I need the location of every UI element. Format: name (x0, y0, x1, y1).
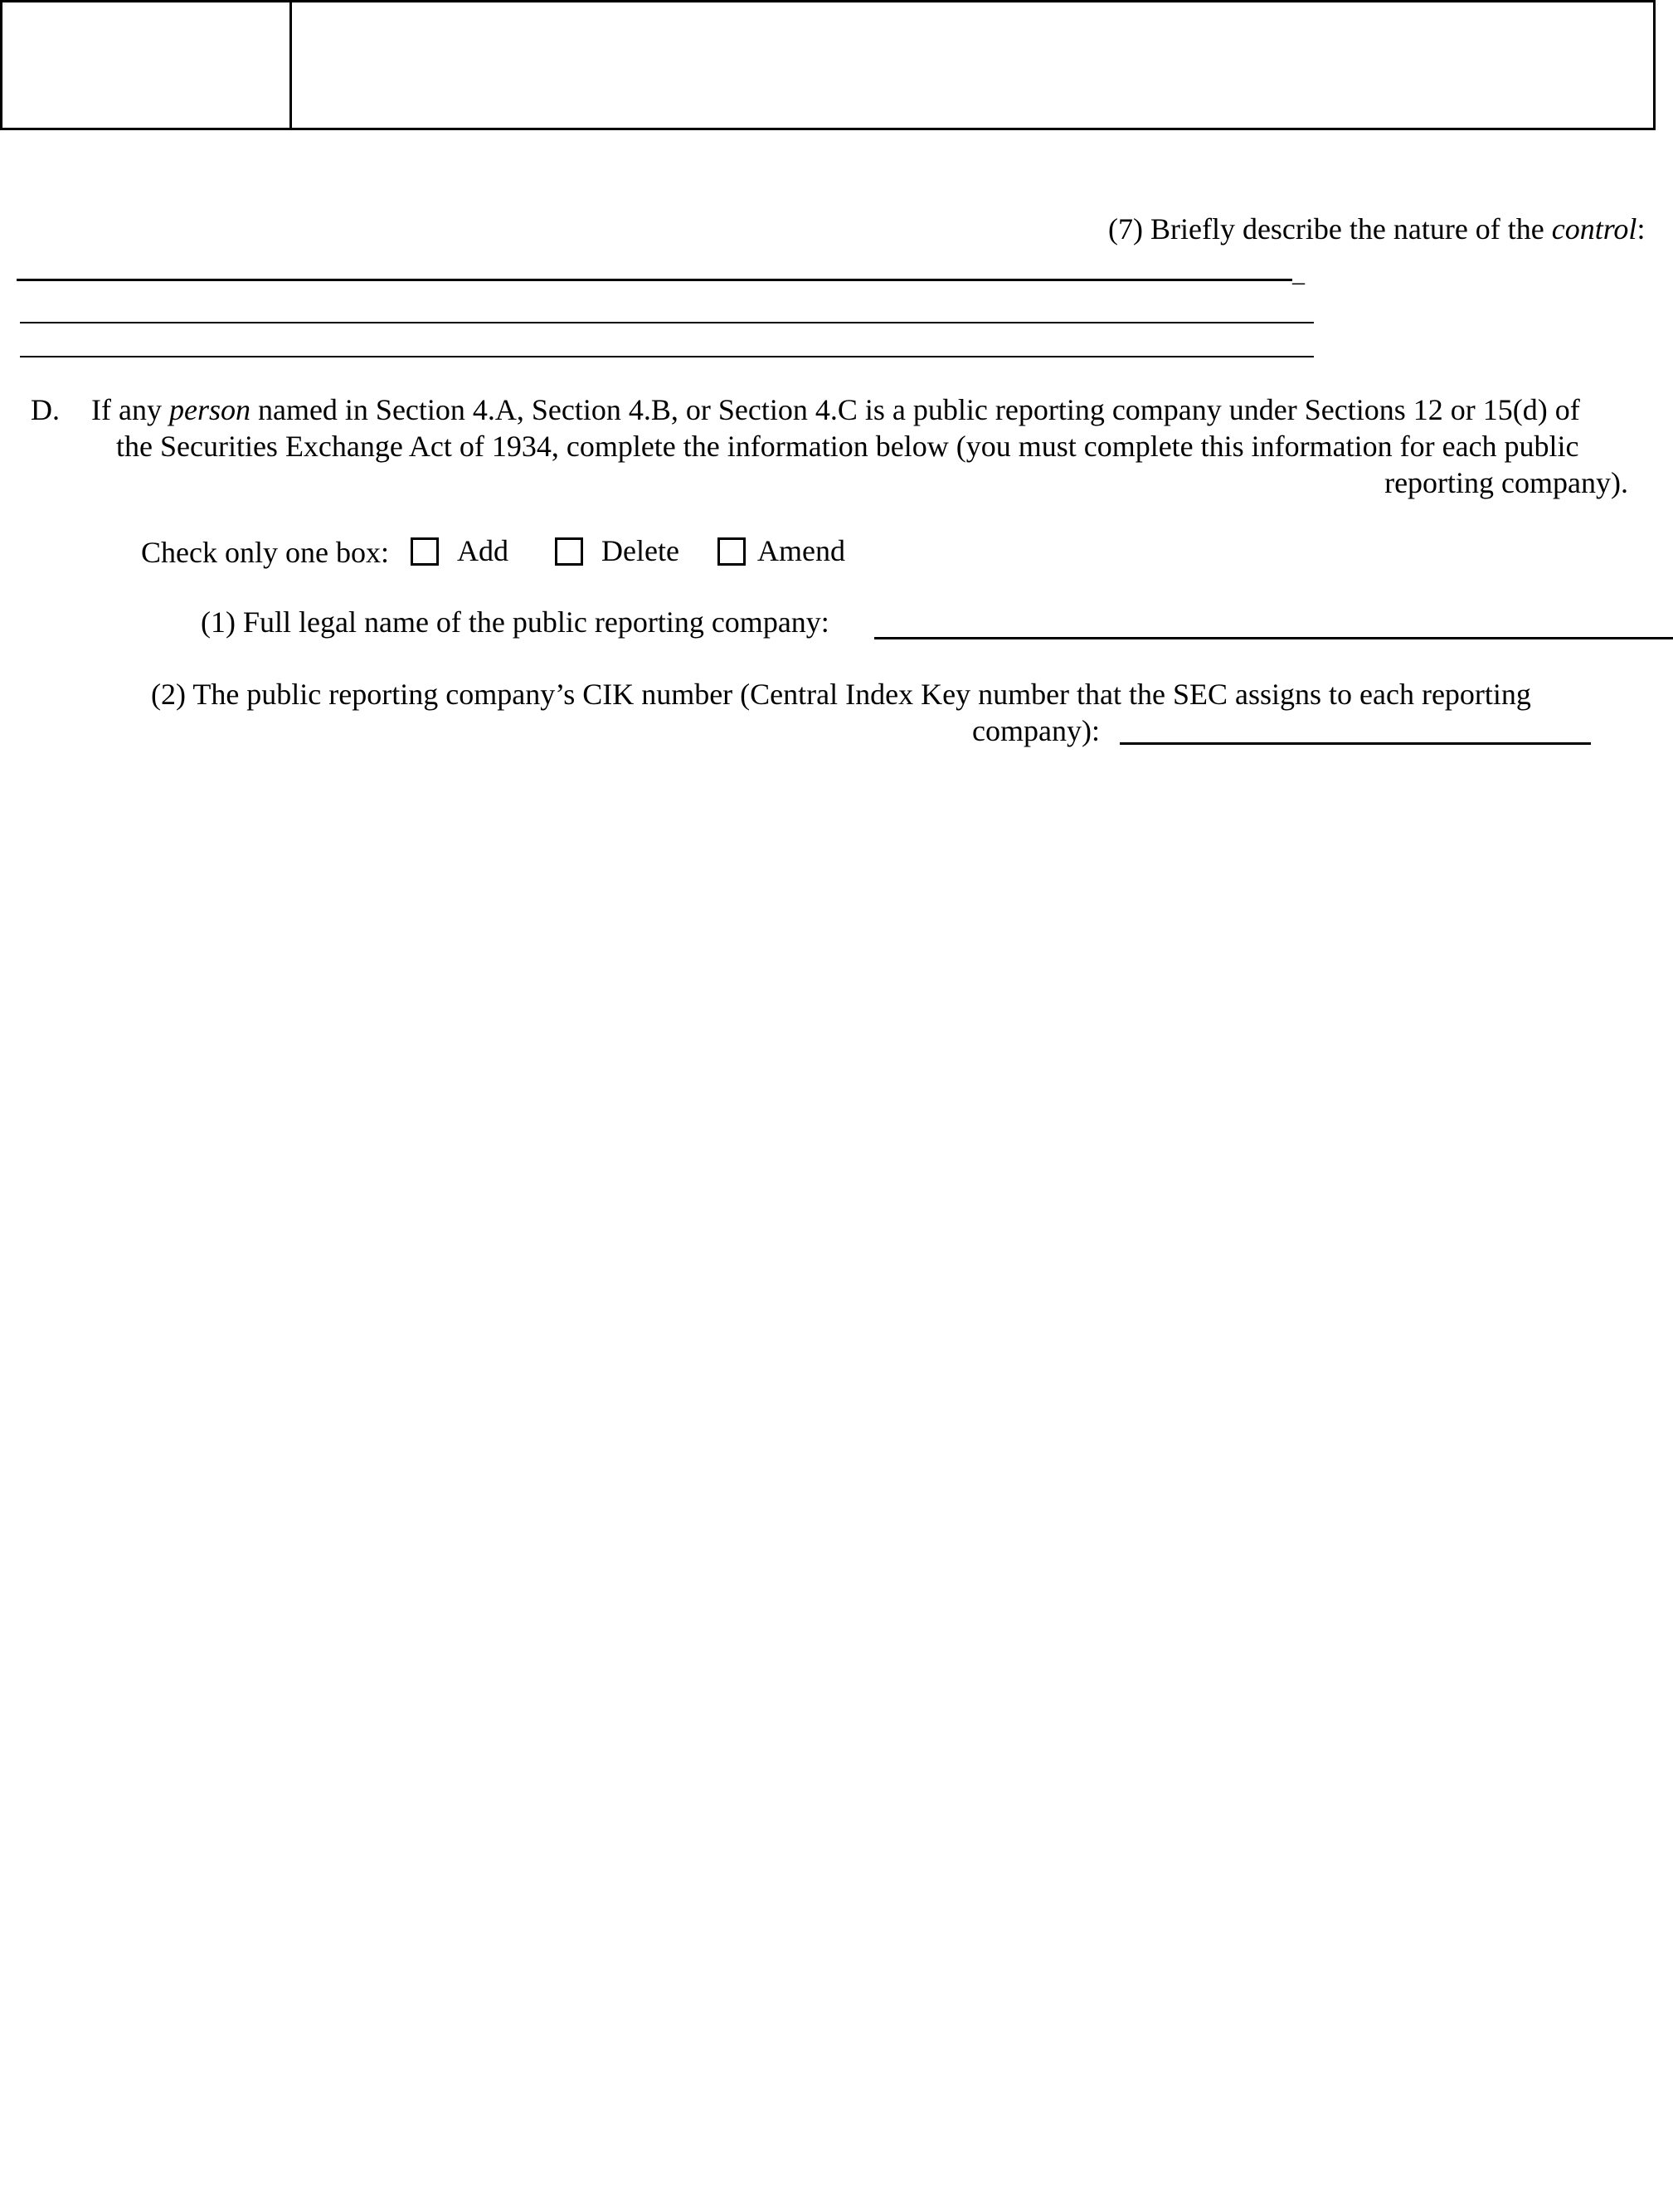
full-legal-name-field[interactable] (874, 637, 1673, 639)
cik-number-line-1: (2) The public reporting company’s CIK number (Central Index Key number that the SEC assigns to each reporting (151, 678, 1531, 711)
delete-option-label: Delete (601, 534, 679, 567)
control-description-line-2[interactable] (20, 322, 1314, 323)
section-d-line-2: the Securities Exchange Act of 1934, complete the information below (you must complete this information for each public (116, 430, 1579, 463)
section-d-line-1-start: If any (91, 393, 169, 426)
trailing-underscore: _ (1292, 260, 1305, 287)
section-d-line-1 (91, 391, 1580, 428)
item7-label-italic: control (1551, 212, 1637, 246)
check-only-one-box-label: Check only one box: (141, 536, 389, 569)
control-description-line-3[interactable] (20, 356, 1314, 357)
amend-option-label: Amend (757, 534, 845, 567)
item7-label-end: : (1637, 212, 1646, 246)
table-column-divider (289, 2, 292, 128)
control-description-line-1[interactable] (17, 279, 1292, 281)
amend-checkbox[interactable] (717, 537, 746, 566)
section-d-letter: D. (31, 393, 60, 426)
cik-number-line-2: company): (972, 714, 1100, 747)
section-d-line-3: reporting company). (1384, 466, 1628, 499)
add-checkbox[interactable] (411, 537, 439, 566)
delete-checkbox[interactable] (555, 537, 583, 566)
cik-number-field[interactable] (1120, 742, 1591, 745)
item7-label-text: (7) Briefly describe the nature of the (1108, 212, 1552, 246)
add-option-label: Add (457, 534, 508, 567)
section-d-line-1-italic: person (168, 393, 250, 426)
section-d-line-1-end: named in Section 4.A, Section 4.B, or Section 4.C is a public reporting company under Sections 12 or 15(d) of (250, 393, 1580, 426)
top-table-box (0, 0, 1656, 130)
full-legal-name-label: (1) Full legal name of the public reporting company: (201, 605, 829, 639)
item7-label (1108, 211, 1645, 247)
